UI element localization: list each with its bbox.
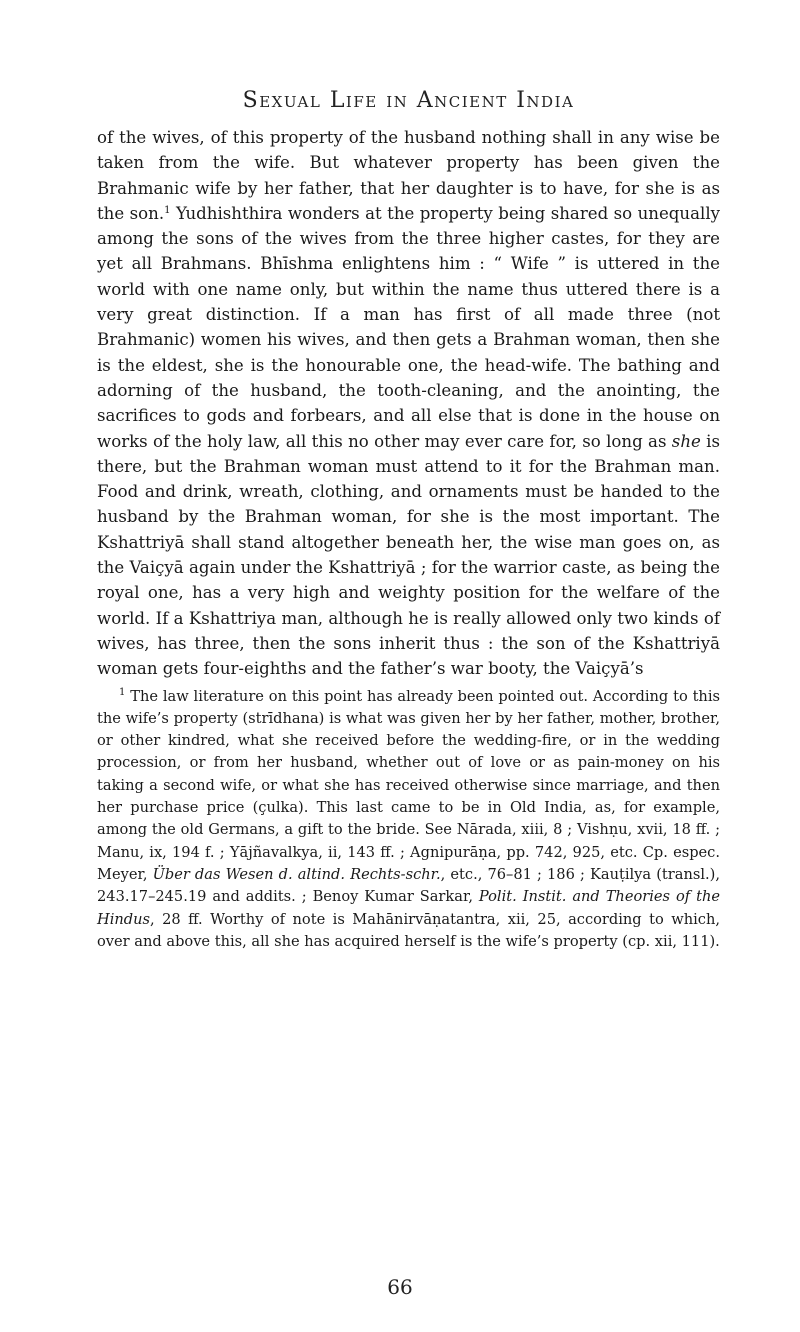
page-number: 66 (387, 1275, 413, 1299)
body-text-part-1: of the wives, of this property of the husband nothing shall in any wise be taken from the wife. But whatever property has been given the Brahmanic wife by her father, that her daughter is to have, for she is as the son. (97, 128, 720, 223)
footnote-title-sarkar: Polit. Instit. and Theories of the Hindus (97, 888, 720, 928)
body-text-part-2: Yudhishthira wonders at the property being shared so unequally among the sons of the wives from the three higher castes, for they are yet all Brahmans. Bhīshma enlightens him : “ Wife ” is uttered in the world with one name only, but within the name thus uttered there is a very great distinction. If a man has first of all made three (not Brahmanic) women his wives, and then gets a Brahman woman, then she is the eldest, she is the honourable one, the head-wife. The bathing and adorning of the husband, the tooth-cleaning, and the anointing, the sacrifices to gods and forbears, and all else that is done in the house on works of the holy law, all this no other may ever care for, so long as (97, 203, 720, 451)
footnote-text-part-2: , etc., 76–81 ; 186 ; Kauṭilya (transl.), 243.17–245.19 and addits. ; Benoy Kumar Sarkar, (97, 865, 720, 906)
footnote-reference: 1 (164, 204, 171, 216)
footnote-marker: 1 (119, 686, 126, 698)
footnote-text-part-3: , 28 ff. Worthy of note is Mahānirvāṇatantra, xii, 25, according to which, over and above this, all she has acquired herself is the wife’s property (cp. xii, 111). (97, 910, 720, 950)
footnote-title-meyer: Über das Wesen d. altind. Rechts-schr. (152, 865, 441, 883)
footnotes (97, 686, 720, 954)
footnote-1 (97, 686, 720, 954)
running-head: Sexual Life in Ancient India (242, 88, 575, 113)
body-text (97, 125, 720, 682)
emphasis-she: she (671, 431, 701, 451)
footnote-text-part-1: The law literature on this point has already been pointed out. According to this the wife’s property (strīdhana) is what was given her by her father, mother, brother, or other kindred, what she received before the wedding-fire, or in the wedding procession, or from her husband, whether out of love or as pain-money on his taking a second wife, or what she has received otherwise since marriage, and then her purchase price (çulka). This last came to be in Old India, as, for example, among the old Germans, a gift to the bride. See Nārada, xiii, 8 ; Vishṇu, xvii, 18 ff. ; Manu, ix, 194 f. ; Yājñavalkya, ii, 143 ff. ; Agnipurāṇa, pp. 742, 925, etc. Cp. espec. Meyer, (97, 687, 720, 883)
body-text-part-3: is there, but the Brahman woman must attend to it for the Brahman man. Food and drink, wreath, clothing, and ornaments must be handed to the husband by the Brahman woman, for she is the most important. The Kshattriyā shall stand altogether beneath her, the wise man goes on, as the Vaiçyā again under the Kshattriyā ; for the warrior caste, as being the royal one, has a very high and weighty position for the welfare of the world. If a Kshattriya man, although he is really allowed only two kinds of wives, has three, then the sons inherit thus : the son of the Kshattriyā woman gets four-eighths and the father’s war booty, the Vaiçyā’s (97, 431, 720, 679)
body-paragraph (97, 125, 720, 682)
